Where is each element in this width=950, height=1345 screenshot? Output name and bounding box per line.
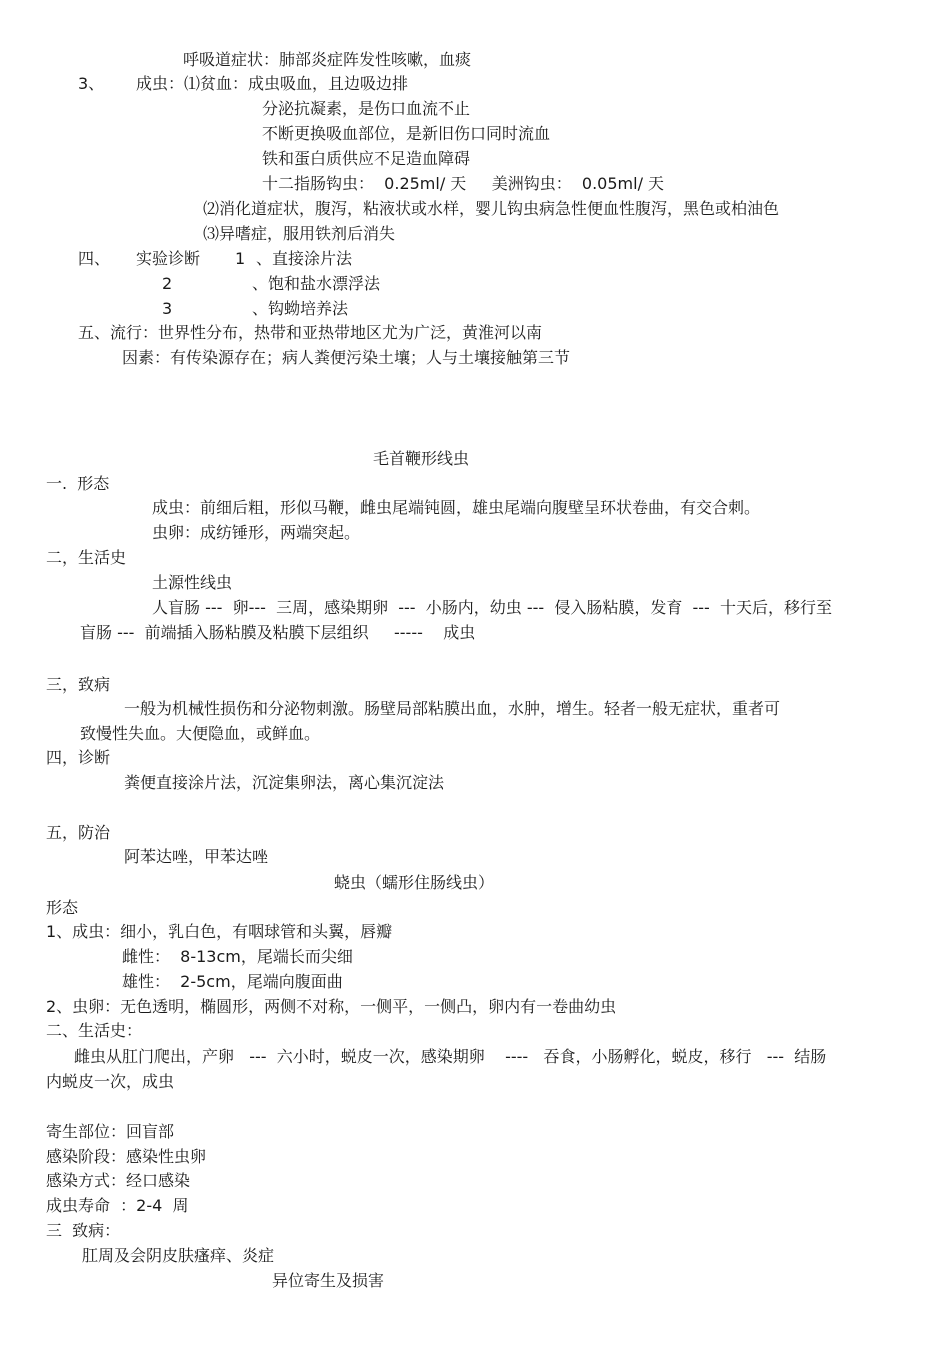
egg-morph-line: 虫卵：成纺锤形，两端突起。 — [152, 523, 361, 542]
section-heading: 三，致病 — [46, 675, 111, 694]
pathogenesis-line: 一般为机械性损伤和分泌物刺激。肠壁局部粘膜出血，水肿，增生。轻者一般无症状，重者可 — [124, 699, 781, 718]
blood-loss-line: 十二指肠钩虫： 0.25ml/ 天 美洲钩虫： 0.05ml/ 天 — [262, 174, 665, 193]
section-title: 蛲虫（蠕形住肠线虫） — [334, 873, 495, 892]
factors-line: 因素：有传染源存在；病人粪便污染土壤；人与土壤接触第三节 — [122, 348, 571, 367]
section-heading: 五，防治 — [46, 823, 111, 842]
adult-morph-line: 成虫：前细后粗，形似马鞭，雌虫尾端钝圆，雄虫尾端向腹壁呈环状卷曲，有交合刺。 — [152, 498, 761, 517]
female-line: 雌性： 8-13cm，尾端长而尖细 — [122, 947, 353, 966]
adult-anemia-line: 成虫：⑴贫血：成虫吸血，且边吸边排 — [136, 74, 409, 93]
section-number: 四、 — [78, 249, 111, 268]
section-heading: 二，生活史 — [46, 548, 127, 567]
section-heading: 二、生活史： — [46, 1021, 143, 1040]
pathogenesis-line: 异位寄生及损害 — [272, 1271, 385, 1290]
section-heading: 一. 形态 — [46, 474, 110, 493]
method-text: 、饱和盐水漂浮法 — [252, 274, 381, 293]
pathogenesis-line: 肛周及会阴皮肤瘙痒、炎症 — [82, 1246, 275, 1265]
anemia-line: 分泌抗凝素，是伤口血流不止 — [262, 99, 471, 118]
adult-morph-line: 1、成虫：细小，乳白色，有咽球管和头翼，唇瓣 — [46, 922, 393, 941]
section-heading: 形态 — [46, 898, 79, 917]
anemia-line: 铁和蛋白质供应不足造血障碍 — [262, 149, 471, 168]
pica-line: ⑶异嗜症，服用铁剂后消失 — [203, 224, 396, 243]
epidemiology-line: 五、流行：世界性分布，热带和亚热带地区尤为广泛，黄淮河以南 — [78, 323, 543, 342]
route-line: 感染方式：经口感染 — [46, 1171, 191, 1190]
life-cycle-line: 雌虫从肛门爬出，产卵 --- 六小时，蜕皮一次，感染期卵 ---- 吞食，小肠孵化，蜕皮，移行 --- 结肠 — [74, 1047, 827, 1066]
soil-nematode-line: 土源性线虫 — [152, 573, 233, 592]
treatment-line: 阿苯达唑，甲苯达唑 — [124, 847, 269, 866]
section-heading: 四，诊断 — [46, 748, 111, 767]
section-heading: 三 致病： — [46, 1221, 121, 1240]
method-text: 、直接涂片法 — [256, 249, 353, 268]
life-cycle-line: 内蜕皮一次，成虫 — [46, 1072, 175, 1091]
life-cycle-line: 人盲肠 --- 卵--- 三周，感染期卵 --- 小肠内，幼虫 --- 侵入肠粘膜，发育 --- 十天后，移行至 — [152, 598, 832, 617]
section-title: 毛首鞭形线虫 — [373, 449, 470, 468]
lifespan-line: 成虫寿命 ：2-4 周 — [46, 1196, 189, 1215]
method-number: 2 — [162, 274, 173, 293]
egg-morph-line: 2、虫卵：无色透明，椭圆形，两侧不对称，一侧平，一侧凸，卵内有一卷曲幼虫 — [46, 997, 617, 1016]
male-line: 雄性： 2-5cm，尾端向腹面曲 — [122, 972, 343, 991]
method-number: 1 — [235, 249, 246, 268]
digestive-line: ⑵消化道症状，腹泻，粘液状或水样，婴儿钩虫病急性便血性腹泻，黑色或柏油色 — [203, 199, 780, 218]
resp-symptoms-line: 呼吸道症状：肺部炎症阵发性咳嗽，血痰 — [183, 50, 472, 69]
site-line: 寄生部位：回盲部 — [46, 1122, 175, 1141]
method-number: 3 — [162, 299, 173, 318]
pathogenesis-line: 致慢性失血。大便隐血，或鲜血。 — [80, 724, 321, 743]
diagnosis-line: 粪便直接涂片法，沉淀集卵法，离心集沉淀法 — [124, 773, 445, 792]
method-text: 、钩蚴培养法 — [252, 299, 349, 318]
life-cycle-line: 盲肠 --- 前端插入肠粘膜及粘膜下层组织 ----- 成虫 — [80, 623, 476, 642]
section-number: 3、 — [78, 74, 105, 93]
stage-line: 感染阶段：感染性虫卵 — [46, 1147, 207, 1166]
diagnosis-label: 实验诊断 — [136, 249, 201, 268]
anemia-line: 不断更换吸血部位，是新旧伤口同时流血 — [262, 124, 551, 143]
